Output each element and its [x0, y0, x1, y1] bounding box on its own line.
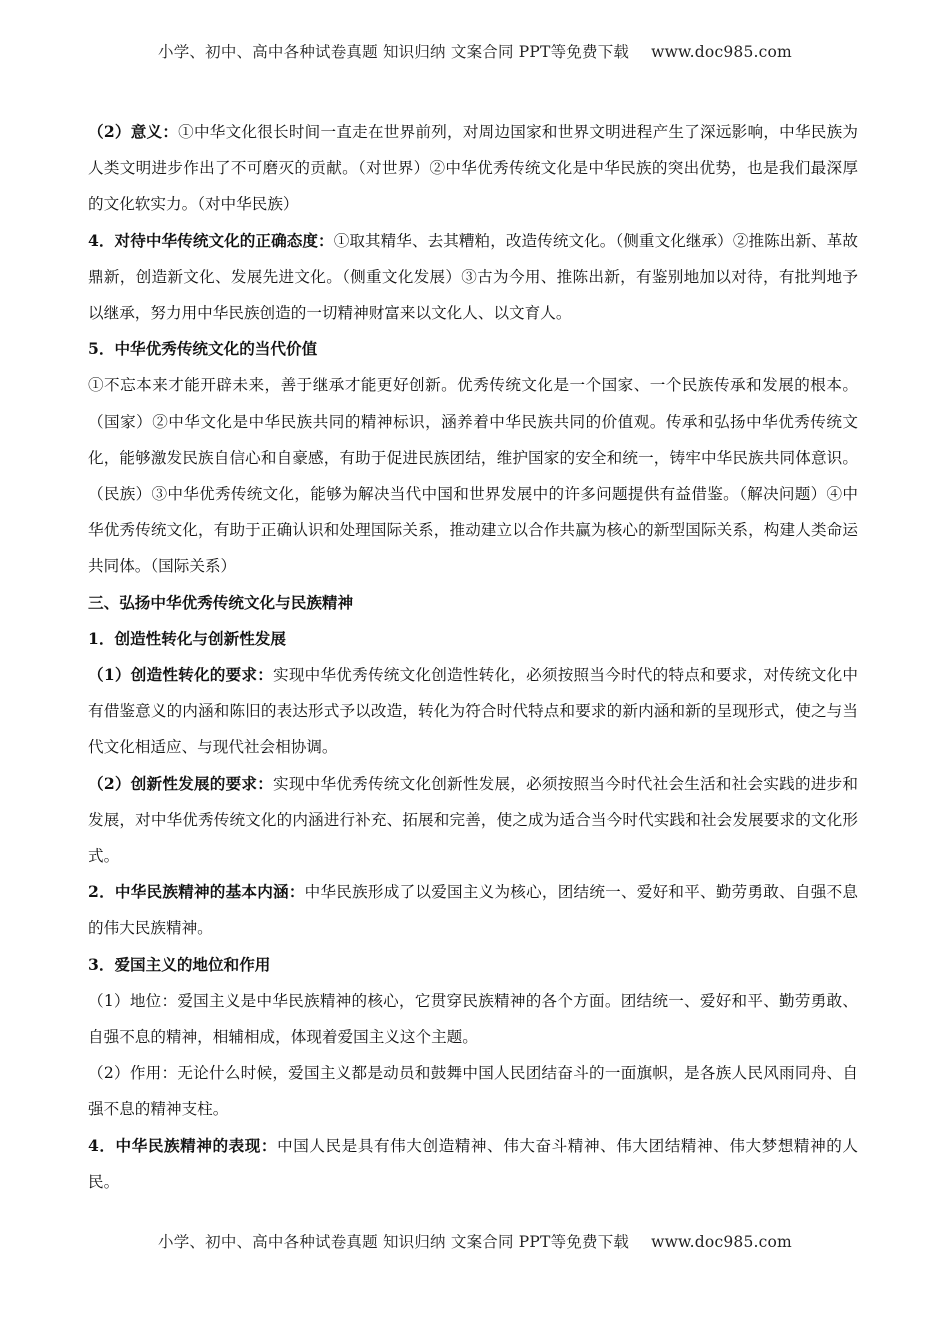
paragraph-label: （2）创新性发展的要求： [88, 773, 274, 793]
paragraph-contemporary-value: ①不忘本来才能开辟未来，善于继承才能更好创新。优秀传统文化是一个国家、一个民族传承和发展的根本。（国家）②中华文化是中华民族共同的精神标识，涵养着中华民族共同的价值观。传承和弘扬中华优秀传统文化，能够激发民族自信心和自豪感，有助于促进民族团结，维护国家的安全和统一，铸牢中华民族共同体意识。（民族）③中华优秀传统文化，能够为解决当代中国和世界发展中的许多问题提供有益借鉴。（解决问题）④中华优秀传统文化，有助于正确认识和处理国际关系，推动建立以合作共赢为核心的新型国际关系，构建人类命运共同体。（国际关系） [88, 376, 858, 576]
page-footer [0, 1230, 950, 1252]
document-body [88, 114, 858, 1200]
paragraph-text: 中华民族形成了以爱国主义为核心，团结统一、爱好和平、勤劳勇敢、自强不息的伟大民族精神。 [88, 883, 858, 938]
section-heading-3: 三、弘扬中华优秀传统文化与民族精神 [88, 592, 354, 612]
heading-transformation: 1．创造性转化与创新性发展 [88, 628, 286, 648]
paragraph-spirit-expression [88, 1128, 858, 1200]
paragraph-text: ①中华文化很长时间一直走在世界前列，对周边国家和世界文明进程产生了深远影响，中华民族为人类文明进步作出了不可磨灭的贡献。（对世界）②中华优秀传统文化是中华民族的突出优势，也是我们最深厚的文化软实力。（对中华民族） [88, 123, 858, 214]
paragraph-text: 中国人民是具有伟大创造精神、伟大奋斗精神、伟大团结精神、伟大梦想精神的人民。 [88, 1136, 858, 1191]
paragraph-patriotism-role: （2）作用：无论什么时候，爱国主义都是动员和鼓舞中国人民团结奋斗的一面旗帜，是各族人民风雨同舟、自强不息的精神支柱。 [88, 1064, 858, 1119]
paragraph-text: 实现中华优秀传统文化创新性发展，必须按照当今时代社会生活和社会实践的进步和发展，对中华优秀传统文化的内涵进行补充、拓展和完善，使之成为适合当今时代实践和社会发展要求的文化形式。 [88, 774, 858, 866]
header-url[interactable]: www.doc985.com [651, 43, 792, 61]
heading-patriotism: 3．爱国主义的地位和作用 [88, 954, 271, 974]
header-text: 小学、初中、高中各种试卷真题 知识归纳 文案合同 PPT等免费下载 [158, 43, 630, 61]
paragraph-label: （1）创造性转化的要求： [88, 665, 274, 685]
paragraph-label: 2．中华民族精神的基本内涵： [88, 882, 305, 902]
page-header [0, 40, 950, 62]
paragraph-innovative-development [88, 766, 858, 875]
paragraph-label: （2）意义： [88, 122, 179, 141]
paragraph-text: ①取其精华、去其糟粕，改造传统文化。（侧重文化继承）②推陈出新、革故鼎新，创造新文化、发展先进文化。（侧重文化发展）③古为今用、推陈出新，有鉴别地加以对待，有批判地予以继承，努力用中华民族创造的一切精神财富来以文化人、以文育人。 [88, 231, 858, 323]
paragraph-significance [88, 114, 858, 223]
paragraph-label: 4．中华民族精神的表现： [88, 1135, 278, 1155]
paragraph-correct-attitude [88, 223, 858, 332]
footer-text: 小学、初中、高中各种试卷真题 知识归纳 文案合同 PPT等免费下载 [158, 1233, 630, 1251]
paragraph-text: 实现中华优秀传统文化创造性转化，必须按照当今时代的特点和要求，对传统文化中有借鉴意义的内涵和陈旧的表达形式予以改造，转化为符合时代特点和要求的新内涵和新的呈现形式，使之与当代文化相适应、与现代社会相协调。 [88, 666, 858, 757]
heading-contemporary-value: 5．中华优秀传统文化的当代价值 [88, 339, 318, 359]
paragraph-patriotism-status: （1）地位：爱国主义是中华民族精神的核心，它贯穿民族精神的各个方面。团结统一、爱好和平、勤劳勇敢、自强不息的精神，相辅相成，体现着爱国主义这个主题。 [88, 991, 858, 1047]
footer-url[interactable]: www.doc985.com [651, 1233, 792, 1251]
paragraph-label: 4．对待中华传统文化的正确态度： [88, 230, 334, 250]
paragraph-creative-transformation [88, 657, 858, 766]
paragraph-national-spirit [88, 874, 858, 946]
